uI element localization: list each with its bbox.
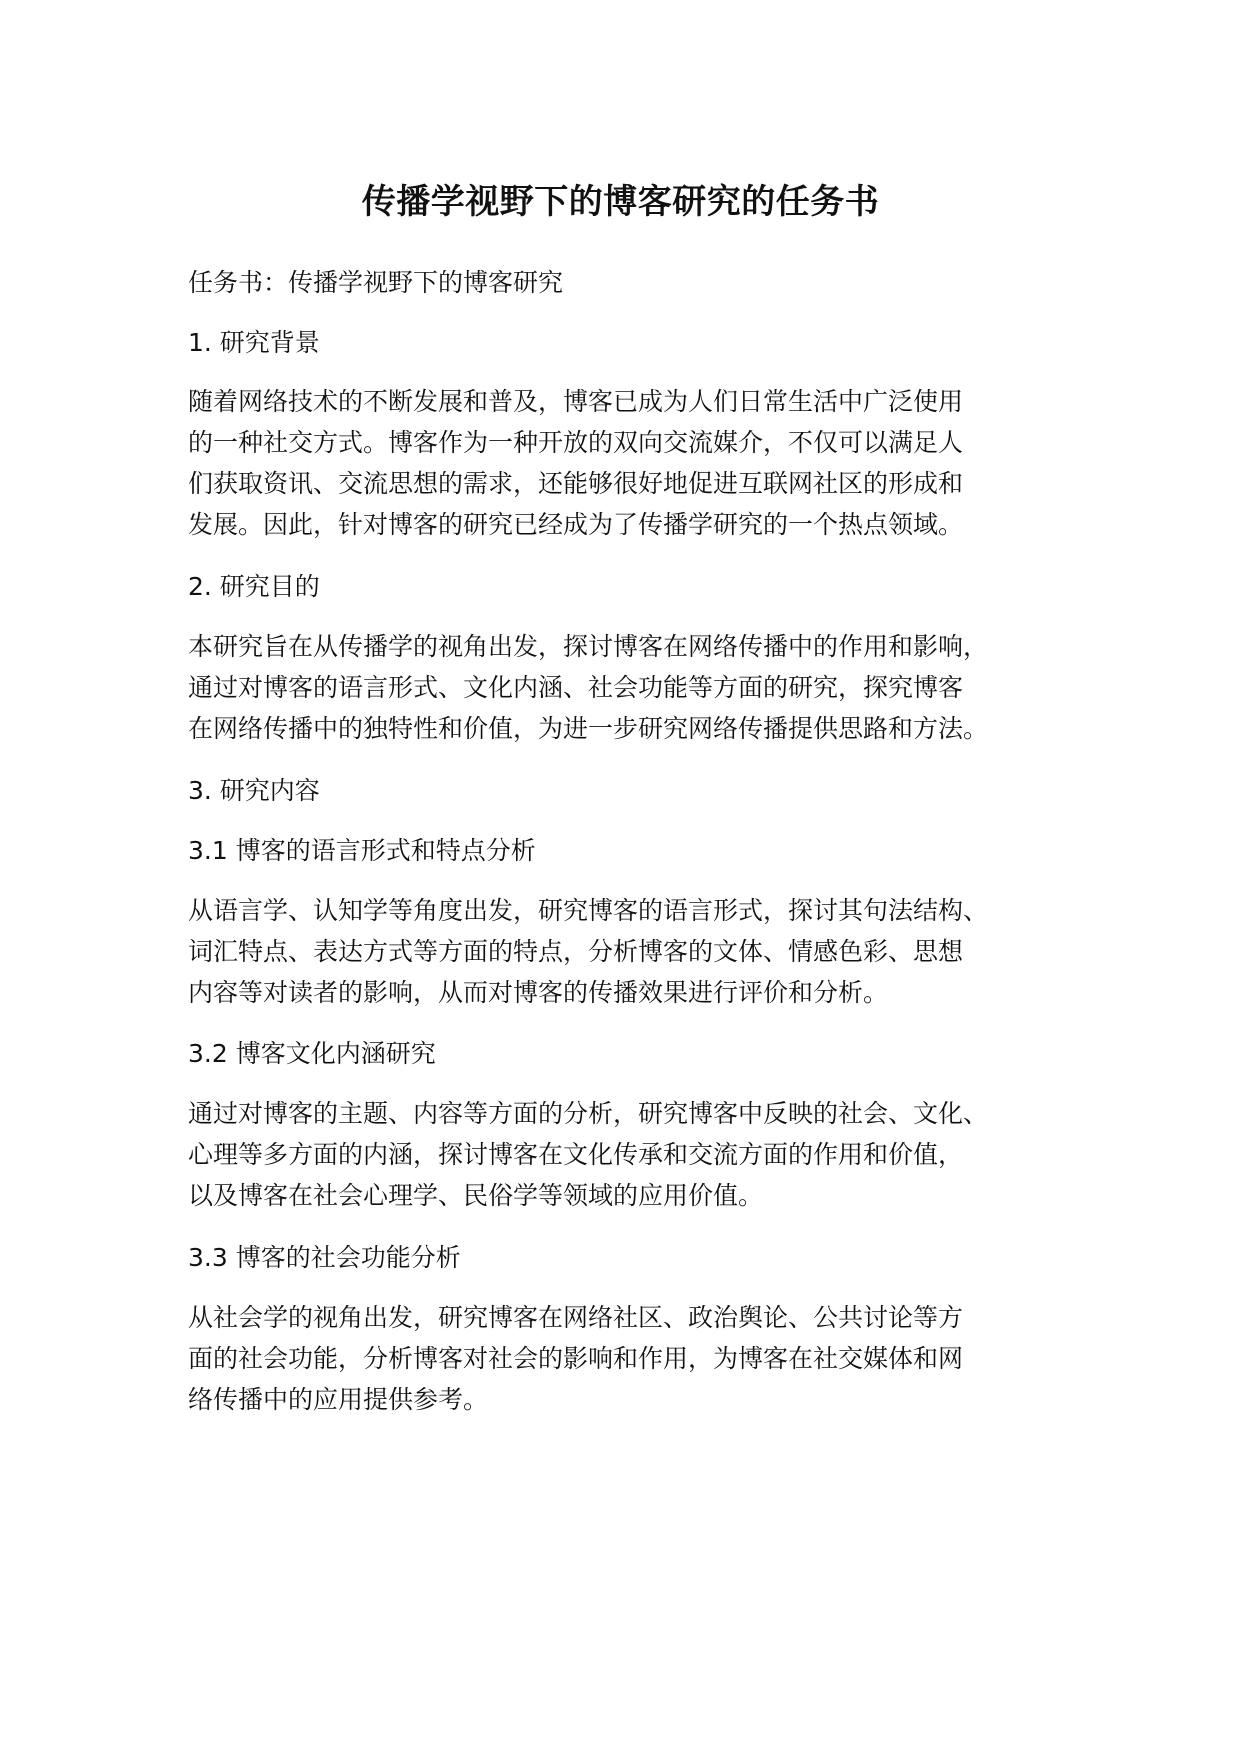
paragraph-line: 随着网络技术的不断发展和普及，博客已成为人们日常生活中广泛使用 xyxy=(188,387,964,416)
paragraph-line: 内容等对读者的影响，从而对博客的传播效果进行评价和分析。 xyxy=(188,978,889,1007)
paragraph-line: 们获取资讯、交流思想的需求，还能够很好地促进互联网社区的形成和 xyxy=(188,469,964,498)
paragraph-background xyxy=(188,381,1088,545)
paragraph-line: 通过对博客的语言形式、文化内涵、社会功能等方面的研究，探究博客 xyxy=(188,673,964,702)
section-heading-purpose: 2. 研究目的 xyxy=(188,572,320,601)
paragraph-line: 从语言学、认知学等角度出发，研究博客的语言形式，探讨其句法结构、 xyxy=(188,896,989,925)
document-title: 传播学视野下的博客研究的任务书 xyxy=(361,182,880,222)
paragraph-line: 心理等多方面的内涵，探讨博客在文化传承和交流方面的作用和价值， xyxy=(188,1140,964,1169)
paragraph-line: 面的社会功能，分析博客对社会的影响和作用，为博客在社交媒体和网 xyxy=(188,1344,964,1373)
paragraph-line: 络传播中的应用提供参考。 xyxy=(188,1385,489,1414)
paragraph-line: 通过对博客的主题、内容等方面的分析，研究博客中反映的社会、文化、 xyxy=(188,1099,989,1128)
paragraph-line: 发展。因此，针对博客的研究已经成为了传播学研究的一个热点领域。 xyxy=(188,510,964,539)
paragraph-line: 的一种社交方式。博客作为一种开放的双向交流媒介，不仅可以满足人 xyxy=(188,428,964,457)
section-heading-content: 3. 研究内容 xyxy=(188,776,320,805)
paragraph-culture xyxy=(188,1093,1088,1216)
subsection-heading-social: 3.3 博客的社会功能分析 xyxy=(188,1243,461,1272)
paragraph-line: 本研究旨在从传播学的视角出发，探讨博客在网络传播中的作用和影响， xyxy=(188,632,989,661)
subsection-heading-language: 3.1 博客的语言形式和特点分析 xyxy=(188,836,536,865)
subsection-heading-culture: 3.2 博客文化内涵研究 xyxy=(188,1039,436,1068)
section-heading-background: 1. 研究背景 xyxy=(188,328,320,357)
paragraph-line: 以及博客在社会心理学、民俗学等领域的应用价值。 xyxy=(188,1181,764,1210)
paragraph-line: 在网络传播中的独特性和价值，为进一步研究网络传播提供思路和方法。 xyxy=(188,714,989,743)
paragraph-language xyxy=(188,890,1088,1013)
paragraph-social xyxy=(188,1297,1088,1420)
paragraph-purpose xyxy=(188,626,1088,749)
paragraph-line: 从社会学的视角出发，研究博客在网络社区、政治舆论、公共讨论等方 xyxy=(188,1303,964,1332)
document-subtitle: 任务书：传播学视野下的博客研究 xyxy=(188,268,564,297)
paragraph-line: 词汇特点、表达方式等方面的特点，分析博客的文体、情感色彩、思想 xyxy=(188,937,964,966)
